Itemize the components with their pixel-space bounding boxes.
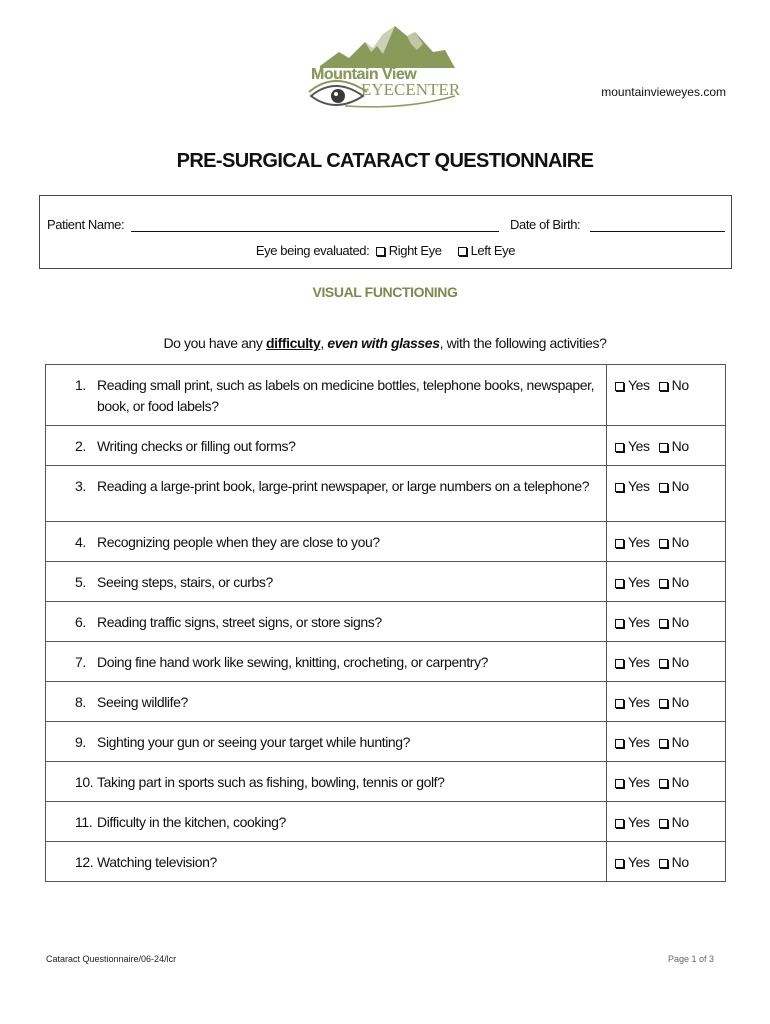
- question-text: Seeing steps, stairs, or curbs?: [97, 574, 273, 590]
- answer-cell: [607, 682, 726, 722]
- question-number: 11.: [75, 814, 93, 830]
- checkbox-icon[interactable]: [615, 659, 624, 668]
- answer-cell: [607, 365, 726, 426]
- question-cell: [46, 562, 607, 602]
- question-row: [46, 602, 726, 642]
- checkbox-icon[interactable]: [659, 619, 668, 628]
- no-label: No: [671, 774, 689, 790]
- page-title: PRE-SURGICAL CATARACT QUESTIONNAIRE: [176, 150, 594, 172]
- question-text: Sighting your gun or seeing your target while hunting?: [97, 734, 411, 750]
- question-number: 3.: [75, 478, 86, 494]
- answer-cell: [607, 642, 726, 682]
- yes-option[interactable]: [615, 812, 650, 833]
- checkbox-icon[interactable]: [659, 539, 668, 548]
- yes-option[interactable]: [615, 652, 650, 673]
- question-number: 4.: [75, 534, 86, 550]
- question-number: 7.: [75, 654, 86, 670]
- no-option[interactable]: [659, 375, 689, 396]
- question-number: 5.: [75, 574, 86, 590]
- checkbox-icon[interactable]: [615, 859, 624, 868]
- checkbox-icon[interactable]: [659, 579, 668, 588]
- intro-text-end: , with the following activities?: [439, 335, 607, 351]
- no-option[interactable]: [659, 436, 689, 457]
- question-cell: [46, 602, 607, 642]
- yes-option[interactable]: [615, 852, 650, 873]
- yes-label: Yes: [628, 614, 650, 630]
- patient-name-label: Patient Name:: [47, 217, 125, 232]
- intro-glasses: even with glasses: [327, 335, 440, 351]
- checkbox-icon[interactable]: [615, 619, 624, 628]
- checkbox-icon[interactable]: [615, 539, 624, 548]
- question-row: [46, 722, 726, 762]
- logo: [305, 22, 470, 114]
- checkbox-icon[interactable]: [659, 859, 668, 868]
- eye-evaluated-label: Eye being evaluated:: [255, 243, 370, 258]
- answer-cell: [607, 842, 726, 882]
- question-cell: [46, 802, 607, 842]
- section-title: VISUAL FUNCTIONING: [312, 284, 458, 300]
- question-row: [46, 466, 726, 522]
- answer-cell: [607, 722, 726, 762]
- question-row: [46, 562, 726, 602]
- footer-doc-id: Cataract Questionnaire/06-24/lcr: [46, 954, 177, 964]
- yes-label: Yes: [628, 478, 650, 494]
- answer-cell: [607, 426, 726, 466]
- question-text: Seeing wildlife?: [97, 694, 188, 710]
- checkbox-icon[interactable]: [615, 443, 624, 452]
- yes-option[interactable]: [615, 612, 650, 633]
- checkbox-icon[interactable]: [615, 779, 624, 788]
- yes-label: Yes: [628, 734, 650, 750]
- no-label: No: [671, 478, 689, 494]
- question-number: 10.: [75, 774, 94, 790]
- checkbox-icon[interactable]: [615, 483, 624, 492]
- question-row: [46, 802, 726, 842]
- intro-text-start: Do you have any: [163, 335, 266, 351]
- question-row: [46, 762, 726, 802]
- question-cell: [46, 842, 607, 882]
- logo-text-line2: EYECENTER: [361, 80, 461, 99]
- no-option[interactable]: [659, 732, 689, 753]
- answer-cell: [607, 562, 726, 602]
- question-text: Difficulty in the kitchen, cooking?: [97, 814, 286, 830]
- no-option[interactable]: [659, 772, 689, 793]
- checkbox-icon[interactable]: [659, 779, 668, 788]
- question-cell: [46, 365, 607, 426]
- checkbox-icon[interactable]: [659, 443, 668, 452]
- no-option[interactable]: [659, 612, 689, 633]
- no-label: No: [671, 438, 689, 454]
- no-label: No: [671, 694, 689, 710]
- yes-label: Yes: [628, 654, 650, 670]
- answer-cell: [607, 802, 726, 842]
- question-number: 12.: [75, 854, 94, 870]
- no-option[interactable]: [659, 812, 689, 833]
- yes-label: Yes: [628, 774, 650, 790]
- no-option[interactable]: [659, 532, 689, 553]
- patient-info-box: [39, 195, 732, 269]
- question-cell: [46, 466, 607, 522]
- yes-option[interactable]: [615, 572, 650, 593]
- question-text: Doing fine hand work like sewing, knitting, crocheting, or carpentry?: [97, 654, 489, 670]
- no-label: No: [671, 614, 689, 630]
- checkbox-icon[interactable]: [659, 382, 668, 391]
- no-label: No: [671, 854, 689, 870]
- checkbox-icon[interactable]: [659, 659, 668, 668]
- no-label: No: [671, 654, 689, 670]
- question-number: 8.: [75, 694, 86, 710]
- question-number: 2.: [75, 438, 86, 454]
- yes-option[interactable]: [615, 692, 650, 713]
- checkbox-icon[interactable]: [659, 819, 668, 828]
- yes-option[interactable]: [615, 772, 650, 793]
- footer-page-number: Page 1 of 3: [667, 954, 714, 964]
- no-option[interactable]: [659, 476, 689, 497]
- question-row: [46, 642, 726, 682]
- website-url: mountainvieweyes.com: [601, 85, 726, 99]
- question-cell: [46, 426, 607, 466]
- question-cell: [46, 722, 607, 762]
- question-text: Reading small print, such as labels on medicine bottles, telephone books, newspaper, book, or food labels?: [97, 377, 595, 414]
- left-eye-checkbox-icon[interactable]: [458, 247, 467, 256]
- no-option[interactable]: [659, 652, 689, 673]
- questions-table: [45, 364, 726, 882]
- question-text: Watching television?: [97, 854, 217, 870]
- patient-name-field[interactable]: [131, 217, 499, 232]
- question-text: Reading a large-print book, large-print newspaper, or large numbers on a telephone?: [97, 478, 590, 494]
- intro-comma: ,: [320, 335, 328, 351]
- answer-cell: [607, 602, 726, 642]
- question-text: Writing checks or filling out forms?: [97, 438, 296, 454]
- yes-option[interactable]: [615, 436, 650, 457]
- eye-evaluated-row: [40, 243, 731, 258]
- question-number: 1.: [75, 377, 86, 393]
- checkbox-icon[interactable]: [615, 579, 624, 588]
- checkbox-icon[interactable]: [659, 739, 668, 748]
- question-number: 9.: [75, 734, 86, 750]
- question-row: [46, 842, 726, 882]
- yes-option[interactable]: [615, 476, 650, 497]
- no-label: No: [671, 534, 689, 550]
- question-row: [46, 522, 726, 562]
- checkbox-icon[interactable]: [615, 382, 624, 391]
- intro-difficulty: difficulty: [266, 335, 321, 351]
- checkbox-icon[interactable]: [659, 699, 668, 708]
- no-label: No: [671, 377, 689, 393]
- yes-label: Yes: [628, 854, 650, 870]
- right-eye-checkbox-icon[interactable]: [376, 247, 385, 256]
- left-eye-label: Left Eye: [470, 243, 516, 258]
- yes-label: Yes: [628, 377, 650, 393]
- question-intro: [0, 335, 770, 351]
- no-label: No: [671, 814, 689, 830]
- right-eye-label: Right Eye: [388, 243, 442, 258]
- checkbox-icon[interactable]: [615, 699, 624, 708]
- yes-label: Yes: [628, 438, 650, 454]
- question-cell: [46, 642, 607, 682]
- question-text: Taking part in sports such as fishing, bowling, tennis or golf?: [97, 774, 445, 790]
- logo-text-line1: Mountain View: [311, 66, 417, 83]
- checkbox-icon[interactable]: [615, 739, 624, 748]
- question-row: [46, 426, 726, 466]
- no-option[interactable]: [659, 852, 689, 873]
- dob-label: Date of Birth:: [510, 217, 581, 232]
- checkbox-icon[interactable]: [659, 483, 668, 492]
- yes-option[interactable]: [615, 532, 650, 553]
- question-row: [46, 682, 726, 722]
- answer-cell: [607, 762, 726, 802]
- question-text: Reading traffic signs, street signs, or store signs?: [97, 614, 382, 630]
- dob-field[interactable]: [590, 217, 725, 232]
- question-cell: [46, 522, 607, 562]
- yes-label: Yes: [628, 574, 650, 590]
- yes-option[interactable]: [615, 375, 650, 396]
- yes-option[interactable]: [615, 732, 650, 753]
- question-cell: [46, 762, 607, 802]
- question-number: 6.: [75, 614, 86, 630]
- question-cell: [46, 682, 607, 722]
- question-text: Recognizing people when they are close to you?: [97, 534, 380, 550]
- yes-label: Yes: [628, 814, 650, 830]
- answer-cell: [607, 466, 726, 522]
- answer-cell: [607, 522, 726, 562]
- no-label: No: [671, 734, 689, 750]
- no-label: No: [671, 574, 689, 590]
- question-row: [46, 365, 726, 426]
- yes-label: Yes: [628, 534, 650, 550]
- no-option[interactable]: [659, 572, 689, 593]
- checkbox-icon[interactable]: [615, 819, 624, 828]
- no-option[interactable]: [659, 692, 689, 713]
- yes-label: Yes: [628, 694, 650, 710]
